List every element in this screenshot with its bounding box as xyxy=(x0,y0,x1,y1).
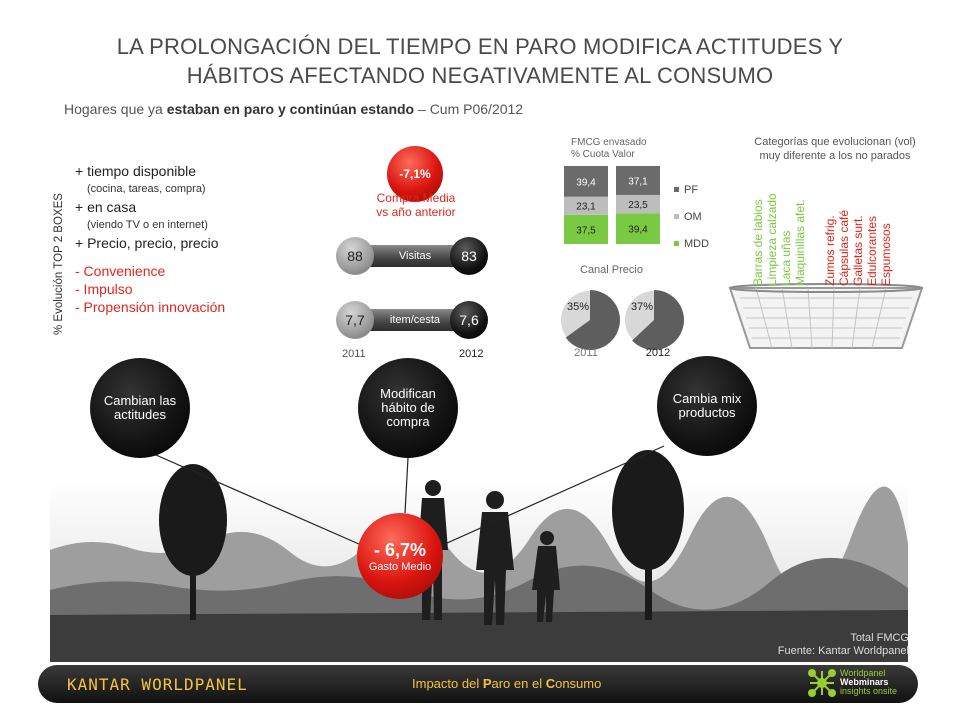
category-label: Galletas surt. xyxy=(851,215,865,286)
categories-title-line-2: muy diferente a los no parados xyxy=(759,150,911,162)
circle-modifican-habito: Modifican hábito de compra xyxy=(358,358,458,458)
bar-data-label: 39,4 xyxy=(628,224,648,236)
footer-title-part: onsumo xyxy=(555,676,602,691)
attitude-item: (viendo TV o en internet) xyxy=(87,219,208,231)
pie-year-label: 2012 xyxy=(645,347,671,358)
pie-label: 35% xyxy=(566,301,590,313)
wp-line-3: insights onsite xyxy=(840,686,898,696)
category-label: Barras de labios xyxy=(751,199,765,286)
item-cesta-2012-value: 7,6 xyxy=(450,301,488,339)
worldpanel-network-icon xyxy=(807,668,837,698)
subtitle-bold: estaban en paro y continúan estando xyxy=(166,101,415,117)
footer-title-part: P xyxy=(482,676,492,691)
attitude-item: - Impulso xyxy=(75,281,133,297)
wp-line-1: Worldpanel xyxy=(840,668,886,678)
pie-year-label: 2011 xyxy=(574,347,598,358)
subtitle-part-2: – Cum P06/2012 xyxy=(414,101,524,117)
visitas-2012-value: 83 xyxy=(450,237,488,275)
compra-label-line-1: Compra Media xyxy=(376,191,456,205)
worldpanel-webminars-logo-text xyxy=(840,669,897,696)
footer-title xyxy=(412,676,601,691)
circle-cambian-actitudes: Cambian las actitudes xyxy=(90,358,190,458)
footer-title-part: aro en el xyxy=(491,676,546,691)
canal-precio-label: Canal Precio xyxy=(580,264,643,276)
attitude-item: + Precio, precio, precio xyxy=(75,235,219,251)
attitude-item: + tiempo disponible xyxy=(75,163,197,179)
bar-data-label: 37,5 xyxy=(576,225,596,237)
year-2011-label: 2011 xyxy=(342,348,366,360)
legend-label-pf: PF xyxy=(684,183,699,196)
fmcg-label-line-1: FMCG envasado xyxy=(571,137,647,148)
category-label: Limpieza calzado xyxy=(765,193,779,286)
pie-label: 37% xyxy=(630,301,654,313)
compra-media-badge: -7,1% xyxy=(387,146,443,202)
kantar-worldpanel-logo: KANTAR WORLDPANEL xyxy=(67,675,248,694)
categories-title-line-1: Categorías que evolucionan (vol) xyxy=(754,136,916,148)
bar-data-label: 39,4 xyxy=(576,177,596,189)
subtitle-part-1: Hogares que ya xyxy=(64,101,167,117)
attitude-item: (cocina, tareas, compra) xyxy=(87,183,206,195)
attitude-item: - Propensión innovación xyxy=(75,299,226,315)
bar-data-label: 23,5 xyxy=(628,200,648,212)
category-label: Maquinillas afet. xyxy=(793,199,807,286)
year-2012-label: 2012 xyxy=(459,348,484,360)
gasto-medio-label: Gasto Medio xyxy=(368,560,432,573)
footer-title-part: Impacto del xyxy=(412,676,483,691)
fmcg-label-line-2: % Cuota Valor xyxy=(571,149,635,160)
bar-data-label: 23,1 xyxy=(576,201,596,213)
category-label: Espumosos xyxy=(879,223,893,286)
source-line-2: Fuente: Kantar Worldpanel xyxy=(777,645,909,657)
title-line-1: LA PROLONGACIÓN DEL TIEMPO EN PARO MODIFICA ACTITUDES Y xyxy=(116,34,844,59)
source-note xyxy=(733,632,909,658)
category-label: Cápsulas café xyxy=(837,209,851,286)
category-label: Laca uñas xyxy=(779,230,793,286)
category-label: Zumos refrig. xyxy=(823,215,837,286)
compra-label-line-2: vs año anterior xyxy=(376,205,456,219)
bar-data-label: 37,1 xyxy=(628,176,648,188)
legend-label-mdd: MDD xyxy=(684,237,710,250)
visitas-2011-value: 88 xyxy=(336,237,374,275)
attitude-item: - Convenience xyxy=(75,263,166,279)
legend-label-om: OM xyxy=(684,210,702,223)
gasto-medio-badge xyxy=(357,513,443,599)
attitude-item: + en casa xyxy=(75,199,137,215)
item-cesta-2011-value: 7,7 xyxy=(336,301,374,339)
source-line-1: Total FMCG xyxy=(850,632,909,644)
visitas-bar: Visitas xyxy=(360,245,470,267)
circle-cambia-mix: Cambia mix productos xyxy=(657,356,757,456)
item-cesta-bar: item/cesta xyxy=(360,309,470,331)
gasto-medio-value: - 6,7% xyxy=(373,539,427,560)
category-label: Edulcorantes xyxy=(865,215,879,286)
wp-line-2: Webminars xyxy=(840,677,889,687)
footer-title-part: C xyxy=(545,676,556,691)
title-line-2: HÁBITOS AFECTANDO NEGATIVAMENTE AL CONSUMO xyxy=(186,63,774,88)
vertical-axis-label: % Evolución TOP 2 BOXES xyxy=(53,193,65,335)
